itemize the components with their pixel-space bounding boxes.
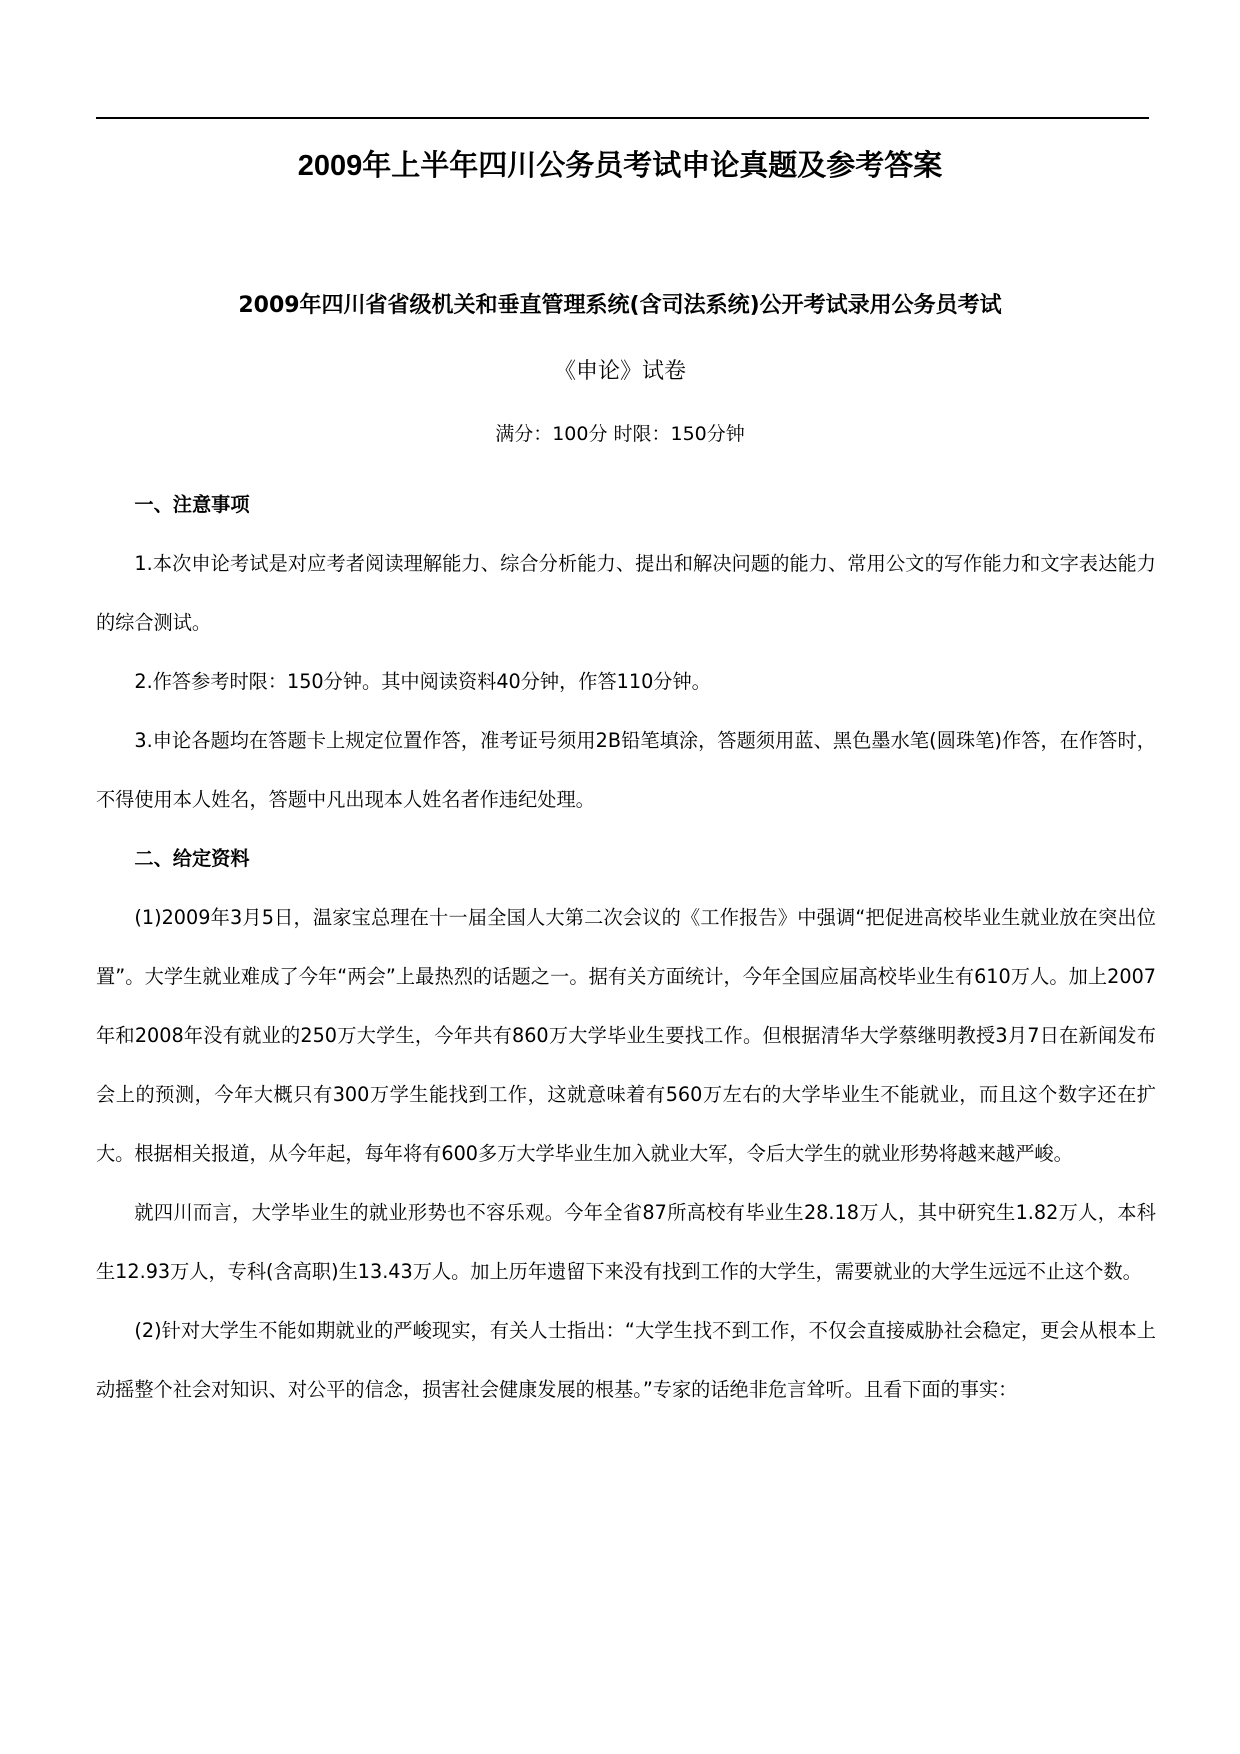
section-heading-notice: 一、注意事项 [134, 493, 250, 516]
material-paragraph-1: (1)2009年3月5日，温家宝总理在十一届全国人大第二次会议的《工作报告》中强调“把促进高校毕业生就业放在突出位置”。大学生就业难成了今年“两会”上最热烈的话题之一。据有关方面统计，今年全国应届高校毕业生有610万人。加上2007年和2008年没有就业的250万大学生，今年共有860万大学毕业生要找工作。但根据清华大学蔡继明教授3月7日在新闻发布会上的预测，今年大概只有300万学生能找到工作，这就意味着有560万左右的大学毕业生不能就业，而且这个数字还在扩大。根据相关报道，从今年起，每年将有600多万大学毕业生加入就业大军，令后大学生的就业形势将越来越严峻。 [96, 906, 1156, 1165]
score-time-line: 满分：100分 时限：150分钟 [495, 423, 745, 445]
notice-item-1: 1.本次申论考试是对应考者阅读理解能力、综合分析能力、提出和解决问题的能力、常用公文的写作能力和文字表达能力的综合测试。 [96, 552, 1156, 634]
exam-subtitle: 2009年四川省省级机关和垂直管理系统(含司法系统)公开考试录用公务员考试 [238, 293, 1002, 318]
document-title: 2009年上半年四川公务员考试申论真题及参考答案 [297, 150, 943, 182]
material-paragraph-2: 就四川而言，大学毕业生的就业形势也不容乐观。今年全省87所高校有毕业生28.18万人，其中研究生1.82万人，本科生12.93万人，专科(含高职)生13.43万人。加上历年遗留下来没有找到工作的大学生，需要就业的大学生远远不止这个数。 [96, 1201, 1156, 1283]
notice-item-3: 3.申论各题均在答题卡上规定位置作答，准考证号须用2B铅笔填涂，答题须用蓝、黑色墨水笔(圆珠笔)作答，在作答时，不得使用本人姓名，答题中凡出现本人姓名者作违纪处理。 [96, 729, 1156, 811]
notice-item-2: 2.作答参考时限：150分钟。其中阅读资料40分钟，作答110分钟。 [134, 670, 711, 693]
paper-name: 《申论》试卷 [553, 359, 686, 384]
section-heading-materials: 二、给定资料 [134, 847, 250, 870]
material-paragraph-3: (2)针对大学生不能如期就业的严峻现实，有关人士指出：“大学生找不到工作，不仅会直接威胁社会稳定，更会从根本上动摇整个社会对知识、对公平的信念，损害社会健康发展的根基。”专家的话绝非危言耸听。且看下面的事实： [96, 1319, 1156, 1401]
header-rule [96, 117, 1149, 119]
document-body [96, 475, 1156, 1419]
